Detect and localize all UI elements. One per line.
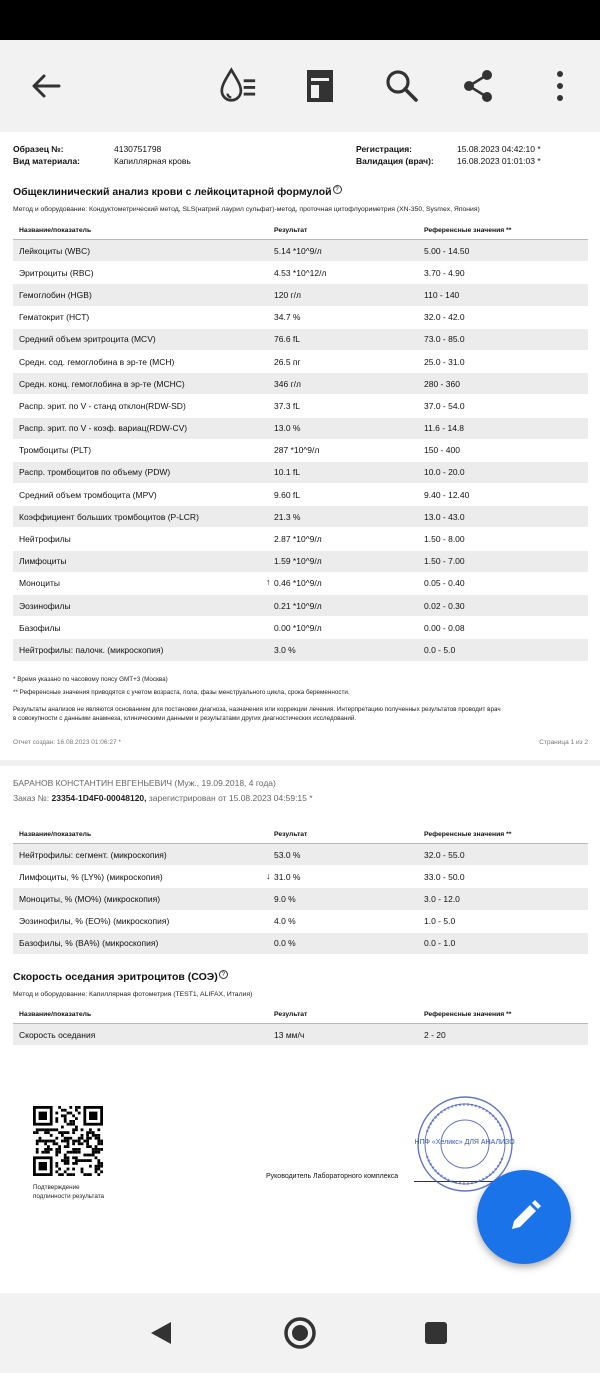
row-result: [266, 870, 424, 882]
table-row: [13, 506, 588, 528]
table-row: [13, 351, 588, 373]
validation-label: Валидация (врач):: [356, 156, 434, 166]
row-name: Эозинофилы, % (EO%) (микроскопия): [19, 916, 170, 927]
row-name: Эозинофилы: [19, 600, 71, 611]
row-reference: 2 - 20: [424, 1029, 446, 1040]
row-result: [274, 246, 424, 256]
row-reference: 25.0 - 31.0: [424, 356, 465, 367]
col-name-header: Название/показатель: [19, 831, 92, 838]
material-label: Вид материала:: [13, 156, 81, 166]
note-reference: ** Референсные значения приводятся с учетом возраста, пола, фазы менструального цикла, срока беременности.: [13, 689, 350, 696]
row-name: Средний объем эритроцита (MCV): [19, 334, 156, 345]
col-ref-header: Референсные значения **: [424, 831, 512, 838]
col-name-header: Название/показатель: [19, 1011, 92, 1018]
col-ref-header: Референсные значения **: [424, 1011, 512, 1018]
row-name: Базофилы: [19, 622, 61, 633]
col-ref-header: Референсные значения **: [424, 227, 512, 234]
registration-label: Регистрация:: [356, 144, 413, 154]
row-reference: 280 - 360: [424, 378, 460, 389]
row-reference: 32.0 - 42.0: [424, 312, 465, 323]
results-table-cbc: [13, 222, 588, 662]
row-reference: 1.0 - 5.0: [424, 916, 456, 927]
row-reference: 11.6 - 14.8: [424, 423, 465, 434]
qr-code[interactable]: [33, 1106, 103, 1181]
row-result-value: 0.21 *10^9/л: [274, 600, 322, 611]
row-name: Лейкоциты (WBC): [19, 245, 91, 256]
row-result-value: 0.0 %: [274, 938, 296, 949]
stamp-text: «НПФ «Хеликс» ДЛЯ АНАЛИЗОВ: [415, 1139, 515, 1146]
row-reference: 0.0 - 5.0: [424, 644, 456, 655]
table-row: [13, 639, 588, 661]
row-reference: 73.0 - 85.0: [424, 334, 465, 345]
row-result: [274, 556, 424, 566]
row-result: [274, 1030, 424, 1040]
row-result-value: 4.0 %: [274, 916, 296, 927]
col-result-header: Результат: [274, 227, 308, 234]
row-name: Средний объем тромбоцита (MPV): [19, 489, 157, 500]
table-row: [13, 1024, 588, 1046]
table-row: [13, 911, 588, 933]
row-result: [274, 379, 424, 389]
table-row: [13, 888, 588, 910]
row-result-value: 2.87 *10^9/л: [274, 534, 322, 545]
row-reference: 9.40 - 12.40: [424, 489, 470, 500]
row-name: Распр. тромбоцитов по объему (PDW): [19, 467, 171, 478]
row-name: Лимфоциты: [19, 556, 67, 567]
row-result: [274, 938, 424, 948]
table-header: [13, 1006, 588, 1024]
registration-value: 15.08.2023 04:42:10 *: [457, 144, 541, 154]
row-reference: 37.0 - 54.0: [424, 400, 465, 411]
row-name: Средн. сод. гемоглобина в эр-те (MCH): [19, 356, 175, 367]
row-result-value: 53.0 %: [274, 849, 301, 860]
row-result-value: 346 г/л: [274, 378, 301, 389]
row-result: [274, 623, 424, 633]
row-result-value: 1.59 *10^9/л: [274, 556, 322, 567]
row-name: Распр. эрит. по V - коэф. вариац(RDW-CV): [19, 423, 188, 434]
edit-fab-button[interactable]: [477, 1170, 571, 1264]
table-row: [13, 595, 588, 617]
table-row: [13, 551, 588, 573]
arrow-up-icon: ↑: [266, 577, 271, 588]
esr-method-text: Метод и оборудование: Капиллярная фотометрия (TEST1, ALIFAX, Италия): [13, 991, 253, 998]
qr-caption-1: Подтверждение: [33, 1184, 80, 1191]
table-row: [13, 395, 588, 417]
validation-value: 16.08.2023 01:01:03 *: [457, 156, 541, 166]
share-icon[interactable]: [458, 66, 498, 106]
row-result: [274, 894, 424, 904]
edit-pencil-icon: [504, 1197, 544, 1237]
row-result: [274, 401, 424, 411]
row-reference: 1.50 - 8.00: [424, 534, 465, 545]
row-reference: 10.0 - 20.0: [424, 467, 465, 478]
row-result: [274, 534, 424, 544]
row-reference: 32.0 - 55.0: [424, 849, 465, 860]
col-result-header: Результат: [274, 831, 308, 838]
row-name: Распр. эрит. по V - станд отклон(RDW-SD): [19, 400, 186, 411]
row-result: [274, 290, 424, 300]
row-name: Коэффициент больших тромбоцитов (P-LCR): [19, 511, 199, 522]
table-row: [13, 240, 588, 262]
table-row: [13, 373, 588, 395]
back-triangle-icon[interactable]: [143, 1315, 179, 1351]
row-result: [274, 645, 424, 655]
table-row: [13, 440, 588, 462]
section-title-esr: Скорость оседания эритроцитов (СОЭ) ?: [13, 970, 228, 983]
row-result: [266, 577, 424, 589]
table-row: [13, 329, 588, 351]
note-timezone: * Время указано по часовому поясу GMT+3 (Москва): [13, 676, 168, 683]
row-result-value: 10.1 fL: [274, 467, 300, 478]
material-value: Капиллярная кровь: [114, 156, 191, 166]
disclaimer-line-1: Результаты анализов не являются основанием для постановки диагноза, назначения или коррекции лечения. Интерпретацию полученных результатов проводит врач: [13, 706, 501, 713]
col-name-header: Название/показатель: [19, 227, 92, 234]
table-row: [13, 284, 588, 306]
sample-label: Образец №:: [13, 144, 64, 154]
info-icon[interactable]: ?: [333, 185, 342, 194]
row-result-value: 4.53 *10^12/л: [274, 267, 327, 278]
document-page-1: [0, 132, 600, 760]
info-icon[interactable]: ?: [219, 970, 228, 979]
row-name: Средн. конц. гемоглобина в эр-те (MCHC): [19, 378, 185, 389]
sample-value: 4130751798: [114, 144, 162, 154]
status-bar: [0, 0, 600, 40]
row-result-value: 31.0 %: [274, 871, 301, 882]
results-table-esr: [13, 1006, 588, 1046]
row-result: [274, 490, 424, 500]
section-title-cbc: Общеклинический анализ крови с лейкоцитарной формулой ?: [13, 185, 342, 198]
row-result-value: 37.3 fL: [274, 400, 300, 411]
table-row: [13, 844, 588, 866]
row-result-value: 120 г/л: [274, 289, 301, 300]
row-result: [274, 916, 424, 926]
row-name: Эритроциты (RBC): [19, 267, 94, 278]
report-created: Отчет создан: 16.08.2023 01:06:27 *: [13, 739, 121, 746]
row-result-value: 3.0 %: [274, 644, 296, 655]
order-info: Заказ №: 23354-1D4F0-00048120, зарегистрирован от 15.08.2023 04:59:15 *: [13, 793, 313, 803]
row-name: Нейтрофилы: палочк. (микроскопия): [19, 644, 164, 655]
row-result-value: 76.6 fL: [274, 334, 300, 345]
row-result-value: 26.5 пг: [274, 356, 301, 367]
table-row: [13, 307, 588, 329]
table-body: [13, 240, 588, 662]
table-row: [13, 262, 588, 284]
table-row: [13, 528, 588, 550]
table-row: [13, 484, 588, 506]
row-reference: 110 - 140: [424, 289, 460, 300]
drop-list-icon[interactable]: [218, 66, 258, 106]
table-header: [13, 222, 588, 240]
row-name: Гематокрит (HCT): [19, 312, 90, 323]
row-result-value: 21.3 %: [274, 511, 301, 522]
method-text: Метод и оборудование: Кондуктометрический метод, SLS(натрий лаурил сульфат)-метод, проточная цитофлуориметрия (XN-350, Sysmex, Япония): [13, 206, 480, 213]
col-result-header: Результат: [274, 1011, 308, 1018]
row-result: [274, 601, 424, 611]
patient-info: БАРАНОВ КОНСТАНТИН ЕВГЕНЬЕВИЧ (Муж., 19.09.2018, 4 года): [13, 778, 276, 788]
row-result: [274, 268, 424, 278]
row-reference: 5.00 - 14.50: [424, 245, 470, 256]
row-result-value: 13 мм/ч: [274, 1029, 305, 1040]
disclaimer-line-2: в совокупности с данными анамнеза, клиническими данными и результатами других диагностических исследований.: [13, 715, 357, 722]
qr-caption-2: подлинности результата: [33, 1193, 105, 1200]
row-reference: 0.02 - 0.30: [424, 600, 465, 611]
row-name: Моноциты: [19, 578, 60, 589]
search-icon[interactable]: [382, 66, 422, 106]
table-header: [13, 826, 588, 844]
row-result-value: 0.46 *10^9/л: [274, 578, 322, 589]
table-row: [13, 617, 588, 639]
row-name: Нейтрофилы: сегмент. (микроскопия): [19, 849, 167, 860]
page-number: Страница 1 из 2: [539, 739, 588, 746]
home-circle-icon[interactable]: [282, 1315, 318, 1351]
row-name: Базофилы, % (BA%) (микроскопия): [19, 938, 159, 949]
row-reference: 0.05 - 0.40: [424, 578, 465, 589]
document-layout-icon[interactable]: [300, 66, 340, 106]
row-result: [274, 512, 424, 522]
row-result-value: 13.0 %: [274, 423, 301, 434]
row-result: [274, 850, 424, 860]
results-table-microscopy: [13, 826, 588, 955]
row-reference: 3.0 - 12.0: [424, 893, 460, 904]
row-result-value: 5.14 *10^9/л: [274, 245, 322, 256]
row-result: [274, 357, 424, 367]
recents-square-icon[interactable]: [418, 1315, 454, 1351]
row-result-value: 287 *10^9/л: [274, 445, 320, 456]
row-result: [274, 334, 424, 344]
table-row: [13, 573, 588, 595]
table-row: [13, 418, 588, 440]
row-name: Лимфоциты, % (LY%) (микроскопия): [19, 871, 163, 882]
row-reference: 0.00 - 0.08: [424, 622, 465, 633]
row-name: Гемоглобин (HGB): [19, 289, 92, 300]
table-body: [13, 1024, 588, 1046]
row-result: [274, 467, 424, 477]
row-reference: 3.70 - 4.90: [424, 267, 465, 278]
row-reference: 13.0 - 43.0: [424, 511, 465, 522]
row-name: Нейтрофилы: [19, 534, 71, 545]
table-row: [13, 866, 588, 888]
table-body: [13, 844, 588, 955]
system-navigation-bar: [0, 1293, 600, 1373]
row-reference: 1.50 - 7.00: [424, 556, 465, 567]
row-result: [274, 423, 424, 433]
arrow-down-icon: ↓: [266, 870, 271, 881]
row-result-value: 9.60 fL: [274, 489, 300, 500]
back-arrow-icon[interactable]: [26, 66, 66, 106]
row-result-value: 34.7 %: [274, 312, 301, 323]
row-result-value: 0.00 *10^9/л: [274, 622, 322, 633]
more-vert-icon[interactable]: [540, 66, 580, 106]
signature-label: Руководитель Лабораторного комплекса: [266, 1173, 399, 1180]
row-result: [274, 312, 424, 322]
top-toolbar: [0, 40, 600, 132]
table-row: [13, 933, 588, 955]
order-number: 23354-1D4F0-00048120,: [51, 793, 147, 803]
row-name: Скорость оседания: [19, 1029, 96, 1040]
row-reference: 0.0 - 1.0: [424, 938, 456, 949]
row-reference: 150 - 400: [424, 445, 460, 456]
row-name: Моноциты, % (MO%) (микроскопия): [19, 893, 161, 904]
row-result: [274, 445, 424, 455]
row-name: Тромбоциты (PLT): [19, 445, 92, 456]
row-reference: 33.0 - 50.0: [424, 871, 465, 882]
table-row: [13, 462, 588, 484]
row-result-value: 9.0 %: [274, 893, 296, 904]
